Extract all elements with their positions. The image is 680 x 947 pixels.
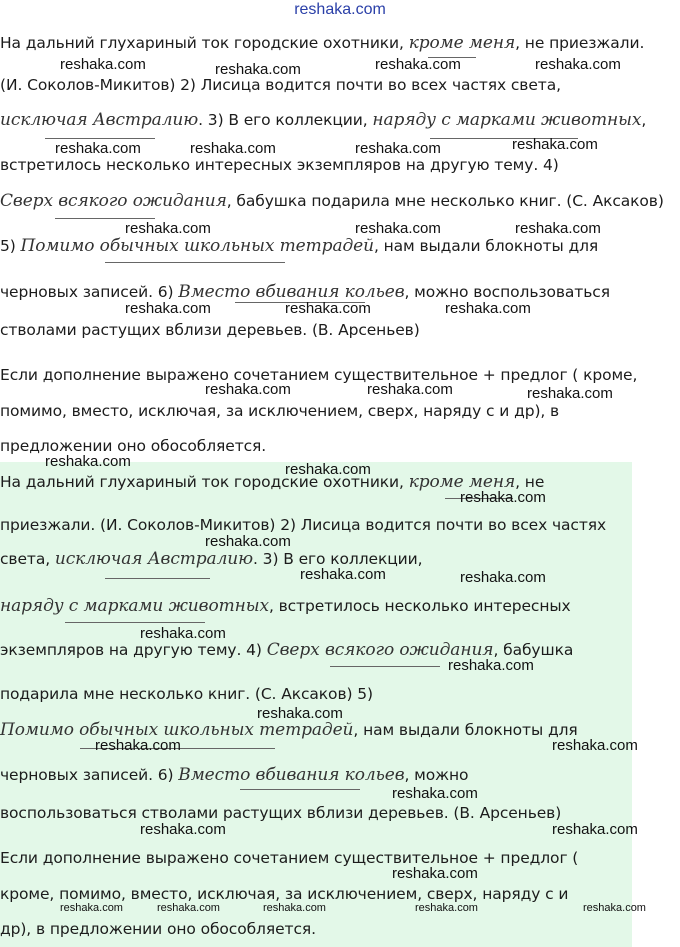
watermark-text: reshaka.com — [95, 737, 181, 754]
watermark-text: reshaka.com — [215, 61, 301, 78]
watermark-text: reshaka.com — [55, 140, 141, 157]
text-line: встретилось несколько интересных экземпляров на другую тему. 4) — [0, 156, 559, 174]
text-line: На дальний глухариный ток городские охотники, кроме меня, не — [0, 472, 545, 492]
watermark-text: reshaka.com — [415, 902, 478, 914]
underline-mark — [55, 218, 155, 219]
watermark-text: reshaka.com — [300, 566, 386, 583]
watermark-text: reshaka.com — [257, 705, 343, 722]
watermark-text: reshaka.com — [355, 140, 441, 157]
watermark-text: reshaka.com — [140, 625, 226, 642]
watermark-text: reshaka.com — [445, 300, 531, 317]
watermark-text: reshaka.com — [190, 140, 276, 157]
text-line: подарила мне несколько книг. (С. Аксаков) 5) — [0, 685, 373, 703]
watermark-text: reshaka.com — [60, 902, 123, 914]
watermark-text: reshaka.com — [125, 220, 211, 237]
underline-mark — [45, 138, 155, 139]
watermark-text: reshaka.com — [392, 865, 478, 882]
watermark-text: reshaka.com — [205, 533, 291, 550]
underline-mark — [105, 262, 285, 263]
rule-line: Если дополнение выражено сочетанием существительное + предлог ( — [0, 849, 579, 867]
watermark-text: reshaka.com — [535, 56, 621, 73]
text-line: приезжали. (И. Соколов-Микитов) 2) Лисица водится почти во всех частях — [0, 516, 607, 534]
watermark-text: reshaka.com — [527, 385, 613, 402]
watermark-text: reshaka.com — [392, 785, 478, 802]
watermark-text: reshaka.com — [355, 220, 441, 237]
watermark-text: reshaka.com — [285, 300, 371, 317]
watermark-text: reshaka.com — [552, 821, 638, 838]
text-line: 5) Помимо обычных школьных тетрадей, нам выдали блокноты для — [0, 236, 599, 256]
rule-line: др), в предложении оно обособляется. — [0, 920, 316, 938]
rule-line: Если дополнение выражено сочетанием существительное + предлог ( кроме, — [0, 366, 638, 384]
text-line: экземпляров на другую тему. 4) Сверх всякого ожидания, бабушка — [0, 640, 574, 660]
text-line: Помимо обычных школьных тетрадей, нам выдали блокноты для — [0, 720, 578, 740]
watermark-text: reshaka.com — [125, 300, 211, 317]
underline-mark — [105, 578, 210, 579]
watermark-text: reshaka.com — [515, 220, 601, 237]
text-line: (И. Соколов-Микитов) 2) Лисица водится почти во всех частях света, — [0, 76, 561, 94]
text-line: света, исключая Австралию. 3) В его коллекции, — [0, 549, 423, 569]
text-line: воспользоваться стволами растущих вблизи деревьев. (В. Арсеньев) — [0, 804, 562, 822]
rule-line: помимо, вместо, исключая, за исключением, сверх, наряду с и др), в — [0, 402, 560, 420]
underline-mark — [330, 666, 440, 667]
site-header-link[interactable]: reshaka.com — [294, 1, 386, 18]
text-line: исключая Австралию. 3) В его коллекции, наряду с марками животных, — [0, 110, 647, 130]
watermark-text: reshaka.com — [45, 453, 131, 470]
watermark-text: reshaka.com — [460, 489, 546, 506]
watermark-text: reshaka.com — [512, 136, 598, 153]
watermark-text: reshaka.com — [583, 902, 646, 914]
text-line: стволами растущих вблизи деревьев. (В. Арсеньев) — [0, 321, 420, 339]
watermark-text: reshaka.com — [60, 56, 146, 73]
text-line: Сверх всякого ожидания, бабушка подарила мне несколько книг. (С. Аксаков) — [0, 191, 664, 211]
watermark-text: reshaka.com — [460, 569, 546, 586]
watermark-text: reshaka.com — [552, 737, 638, 754]
watermark-text: reshaka.com — [157, 902, 220, 914]
text-line: черновых записей. 6) Вместо вбивания кольев, можно воспользоваться — [0, 282, 610, 302]
rule-line: предложении оно обособляется. — [0, 437, 267, 455]
watermark-text: reshaka.com — [375, 56, 461, 73]
watermark-text: reshaka.com — [448, 657, 534, 674]
watermark-text: reshaka.com — [285, 461, 371, 478]
watermark-text: reshaka.com — [367, 381, 453, 398]
text-line: наряду с марками животных, встретилось несколько интересных — [0, 596, 571, 616]
underline-mark — [240, 789, 360, 790]
underline-mark — [65, 622, 205, 623]
watermark-text: reshaka.com — [140, 821, 226, 838]
text-line: На дальний глухариный ток городские охотники, кроме меня, не приезжали. — [0, 33, 645, 53]
watermark-text: reshaka.com — [205, 381, 291, 398]
watermark-text: reshaka.com — [263, 902, 326, 914]
rule-line: кроме, помимо, вместо, исключая, за исключением, сверх, наряду с и — [0, 885, 569, 903]
text-line: черновых записей. 6) Вместо вбивания кольев, можно — [0, 765, 469, 785]
